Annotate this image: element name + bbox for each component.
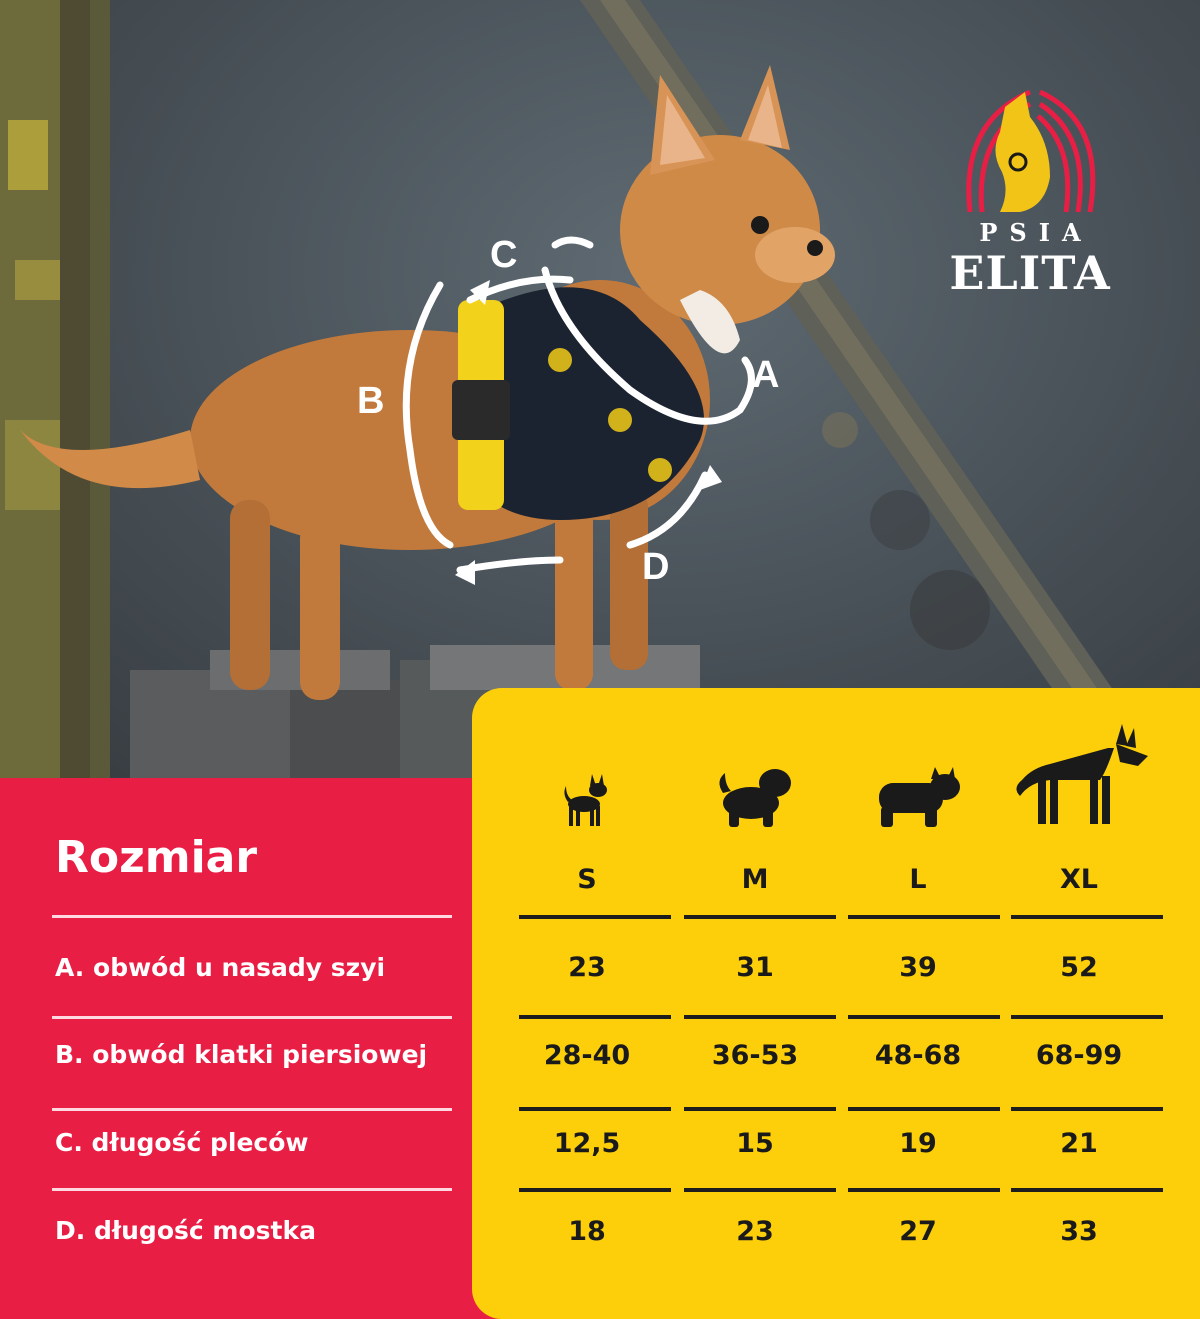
cell-d-l: 27	[899, 1216, 937, 1247]
chihuahua-icon	[560, 772, 614, 828]
cell-c-s: 12,5	[553, 1128, 621, 1159]
marker-b: B	[357, 380, 385, 422]
cell-a-xl: 52	[1060, 952, 1098, 983]
cell-a-s: 23	[568, 952, 606, 983]
divider	[52, 1016, 452, 1019]
divider	[52, 1188, 452, 1191]
divider	[848, 1015, 1000, 1019]
divider	[684, 1107, 836, 1111]
cell-c-l: 19	[899, 1128, 937, 1159]
cell-a-l: 39	[899, 952, 937, 983]
divider	[1011, 1015, 1163, 1019]
divider	[519, 915, 671, 919]
divider	[52, 1108, 452, 1111]
cell-b-s: 28-40	[543, 1040, 631, 1071]
shih-tzu-icon	[715, 767, 795, 829]
divider	[1011, 1188, 1163, 1192]
bulldog-icon	[873, 767, 963, 829]
brand-top-text: PSIA	[979, 218, 1093, 247]
divider	[684, 1015, 836, 1019]
shepherd-icon	[1010, 722, 1150, 828]
size-xl: XL	[1059, 864, 1099, 895]
size-l: L	[909, 864, 927, 895]
divider	[1011, 1107, 1163, 1111]
cell-b-m: 36-53	[711, 1040, 799, 1071]
divider	[684, 1188, 836, 1192]
divider	[1011, 915, 1163, 919]
cell-b-xl: 68-99	[1035, 1040, 1123, 1071]
divider	[848, 915, 1000, 919]
cell-d-s: 18	[568, 1216, 606, 1247]
brand-logo	[930, 82, 1130, 307]
size-s: S	[577, 864, 597, 895]
marker-a: A	[752, 354, 780, 396]
row-label-d: D. długość mostka	[55, 1216, 316, 1245]
row-label-a: A. obwód u nasady szyi	[55, 953, 386, 982]
cell-c-xl: 21	[1060, 1128, 1098, 1159]
cell-b-l: 48-68	[874, 1040, 962, 1071]
cell-d-m: 23	[736, 1216, 774, 1247]
cell-d-xl: 33	[1060, 1216, 1098, 1247]
divider	[519, 1107, 671, 1111]
divider	[848, 1188, 1000, 1192]
divider	[519, 1015, 671, 1019]
divider	[848, 1107, 1000, 1111]
kangaroo-icon	[930, 82, 1130, 222]
row-label-b: B. obwód klatki piersiowej	[55, 1040, 428, 1069]
divider	[684, 915, 836, 919]
cell-c-m: 15	[736, 1128, 774, 1159]
marker-c: C	[490, 234, 518, 276]
cell-a-m: 31	[736, 952, 774, 983]
marker-d: D	[642, 546, 670, 588]
brand-name: ELITA	[949, 246, 1111, 300]
divider	[52, 915, 452, 918]
size-m: M	[741, 864, 769, 895]
divider	[519, 1188, 671, 1192]
table-title: Rozmiar	[55, 832, 258, 883]
row-label-c: C. długość pleców	[55, 1128, 309, 1157]
